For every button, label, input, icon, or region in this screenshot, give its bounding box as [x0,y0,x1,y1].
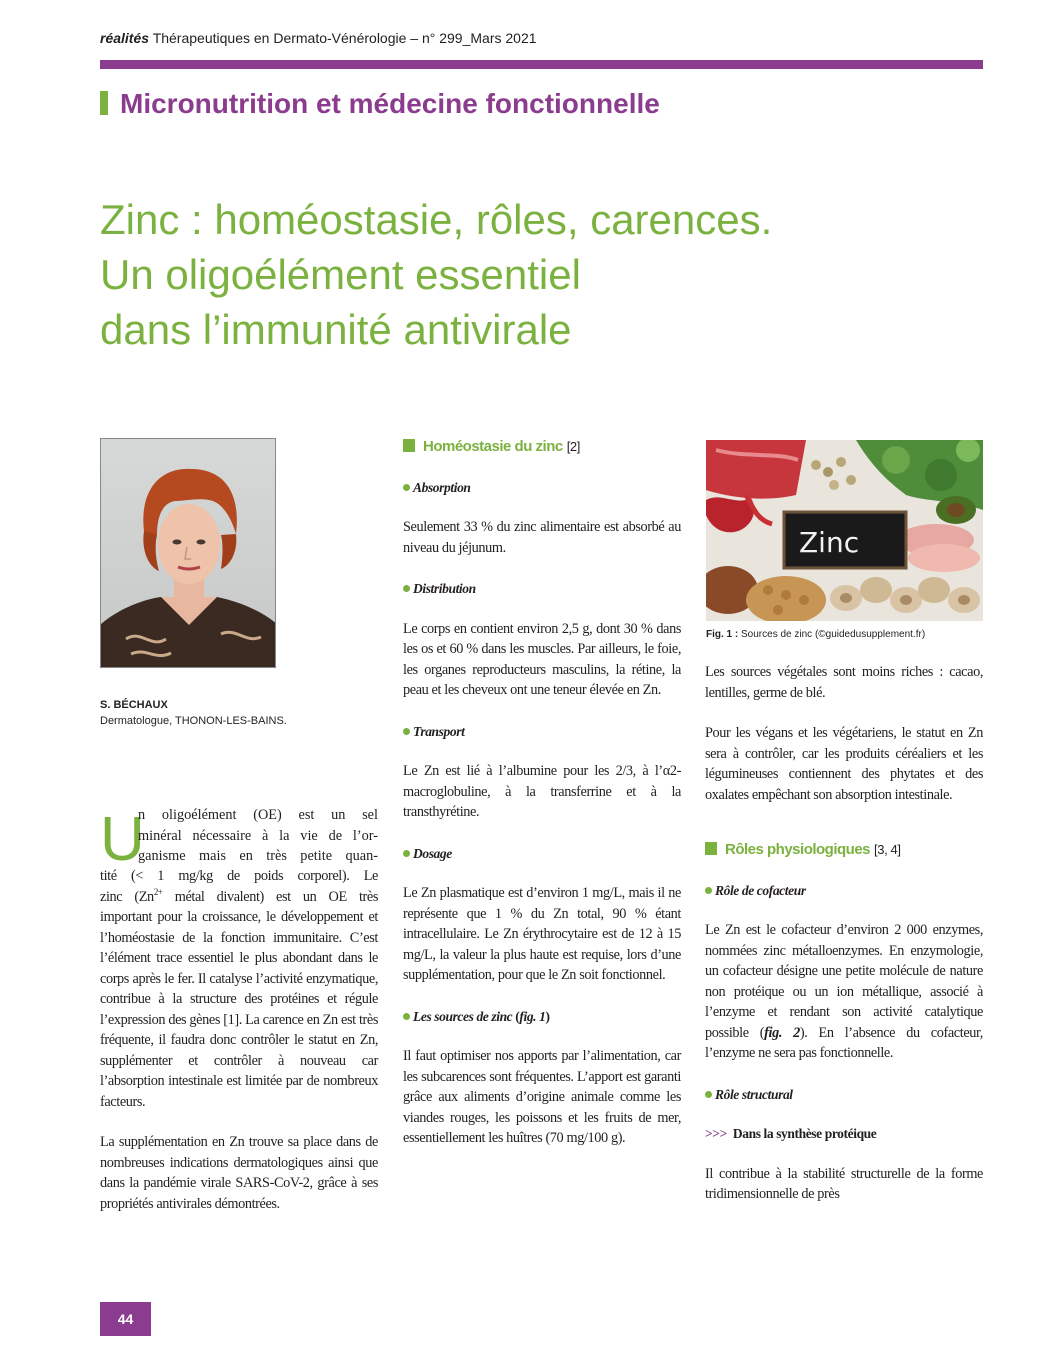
section-marker [403,439,415,452]
rubric-marker [100,91,108,115]
paragraph: Le Zn plasmatique est d’environ 1 mg/L, mais il ne représente que 1 % du Zn total, 90 % étant intracellulaire. Le Zn érythrocytaire est de 12 à 15 mg/L, la valeur la plus haute est requise, lors d’une supplémentation, pour que le Zn soit fonctionnel. [403,885,681,983]
paragraph: Il contribue à la stabilité structurelle de la forme tridimensionnelle de près [705,1165,983,1202]
paragraph: La supplémentation en Zn trouve sa place dans de nombreuses indications dermatologiques ainsi que dans la pandémie virale SARS-CoV-2, grâce à ses propriétés antivirales démontrées. [100,1134,378,1212]
intro-line: n oligoélément (OE) est un sel [138,807,378,823]
column-3 [705,662,983,1205]
title-line: Zinc : homéostasie, rôles, carences. [100,196,773,243]
paragraph: Le Zn est le cofacteur d’environ 2 000 enzymes, nommées zinc métalloenzymes. En enzymologie, un cofacteur désigne une petite molécule de nature non protéique ou un ion métallique, associé à l’enzyme et rendant son activité catalytique possible (fig. 2). En l’absence du cofacteur, l’enzyme ne sera pas fonctionnelle. [705,922,983,1061]
body-line: tité (< 1 mg/kg de poids corporel). Le [100,868,378,884]
subheading-distribution: Distribution [403,579,681,600]
column-2 [403,437,681,1149]
intro-line: minéral nécessaire à la vie de l’or- [138,827,378,844]
subheading-dosage: Dosage [403,844,681,865]
title-line: dans l’immunité antivirale [100,306,572,353]
figure-caption: Fig. 1 : Sources de zinc (©guidedusupplement.fr) [706,629,926,640]
intro-lines [138,805,378,867]
zinc-foods-image [706,440,983,621]
title-line: Un oligoélément essentiel [100,251,581,298]
paragraph: Pour les végans et les végétariens, le statut en Zn sera à contrôler, car les produits céréaliers et les légumineuses contiennent des phytates et des oxalates empêchant son absorption intestinale. [705,725,983,803]
section-heading: Rôles physiologiques [3, 4] [705,840,983,861]
page-number: 44 [100,1302,151,1336]
subheading-cofactor: Rôle de cofacteur [705,881,983,902]
section-marker [705,842,717,855]
paragraph: Le Zn est lié à l’albumine pour les 2/3, à l’α2-macroglobuline, à la transferrine et à la transthyrétine. [403,763,681,820]
journal-brand: réalités [100,30,150,46]
author-name: S. BÉCHAUX [100,699,168,711]
figure-zinc-sources [706,440,983,621]
journal-issue: Thérapeutiques en Dermato-Vénérologie – n° 299_Mars 2021 [152,30,537,46]
subheading-sources: Les sources de zinc (fig. 1) [403,1007,681,1028]
drop-cap: U [100,805,145,874]
paragraph: Il faut optimiser nos apports par l’alimentation, car les subcarences sont fréquentes. L’apport est garanti grâce aux aliments d’origine animale comme les viandes rouges, les poissons et les fruits de mer, essentiellement les huîtres (70 mg/100 g). [403,1048,681,1146]
header-rule [100,60,983,69]
subheading-absorption: Absorption [403,478,681,499]
author-portrait-image [101,439,276,668]
subheading-transport: Transport [403,722,681,743]
figure-chalk-word: Zinc [799,526,860,559]
author-affiliation: Dermatologue, THONON-LES-BAINS. [100,715,287,727]
intro-line: ganisme mais en très petite quan- [138,848,378,864]
running-header [100,30,537,46]
author-photo [100,438,276,668]
paragraph: Les sources végétales sont moins riches : cacao, lentilles, germe de blé. [705,664,983,701]
subsection-heading: >>> Dans la synthèse protéique [705,1126,877,1141]
section-heading: Homéostasie du zinc [2] [403,437,681,458]
paragraph: Le corps en contient environ 2,5 g, dont 30 % dans les os et 60 % dans les muscles. Par ailleurs, le foie, les organes reproducteurs masculins, la rétine, la peau et les cheveux ont une teneur élevée en Zn. [403,620,681,698]
paragraph: Seulement 33 % du zinc alimentaire est absorbé au niveau du jéjunum. [403,519,681,556]
body-line: zinc ($Zn^{2+}$ métal divalent) est un OE très [100,886,378,905]
rubric-label: Micronutrition et médecine fonctionnelle [120,88,660,119]
article-title [100,192,1000,357]
subheading-structural: Rôle structural [705,1085,983,1106]
column-1-body [100,866,378,1214]
rubric [100,88,660,120]
paragraph: important pour la croissance, le développement et l’homéostasie de la fonction immunitaire. C’est l’élément trace essentiel le plus abondant dans le corps après le fer. Il catalyse l’activité enzymatique, contribue à la structure des protéines et régule l’expression des gènes [1]. La carence en Zn est très fréquente, il faudra donc contrôler le statut en Zn, supplémenter et contrôler à nouveau car l’absorption intestinale est limitée par de nombreux facteurs. [100,909,378,1110]
